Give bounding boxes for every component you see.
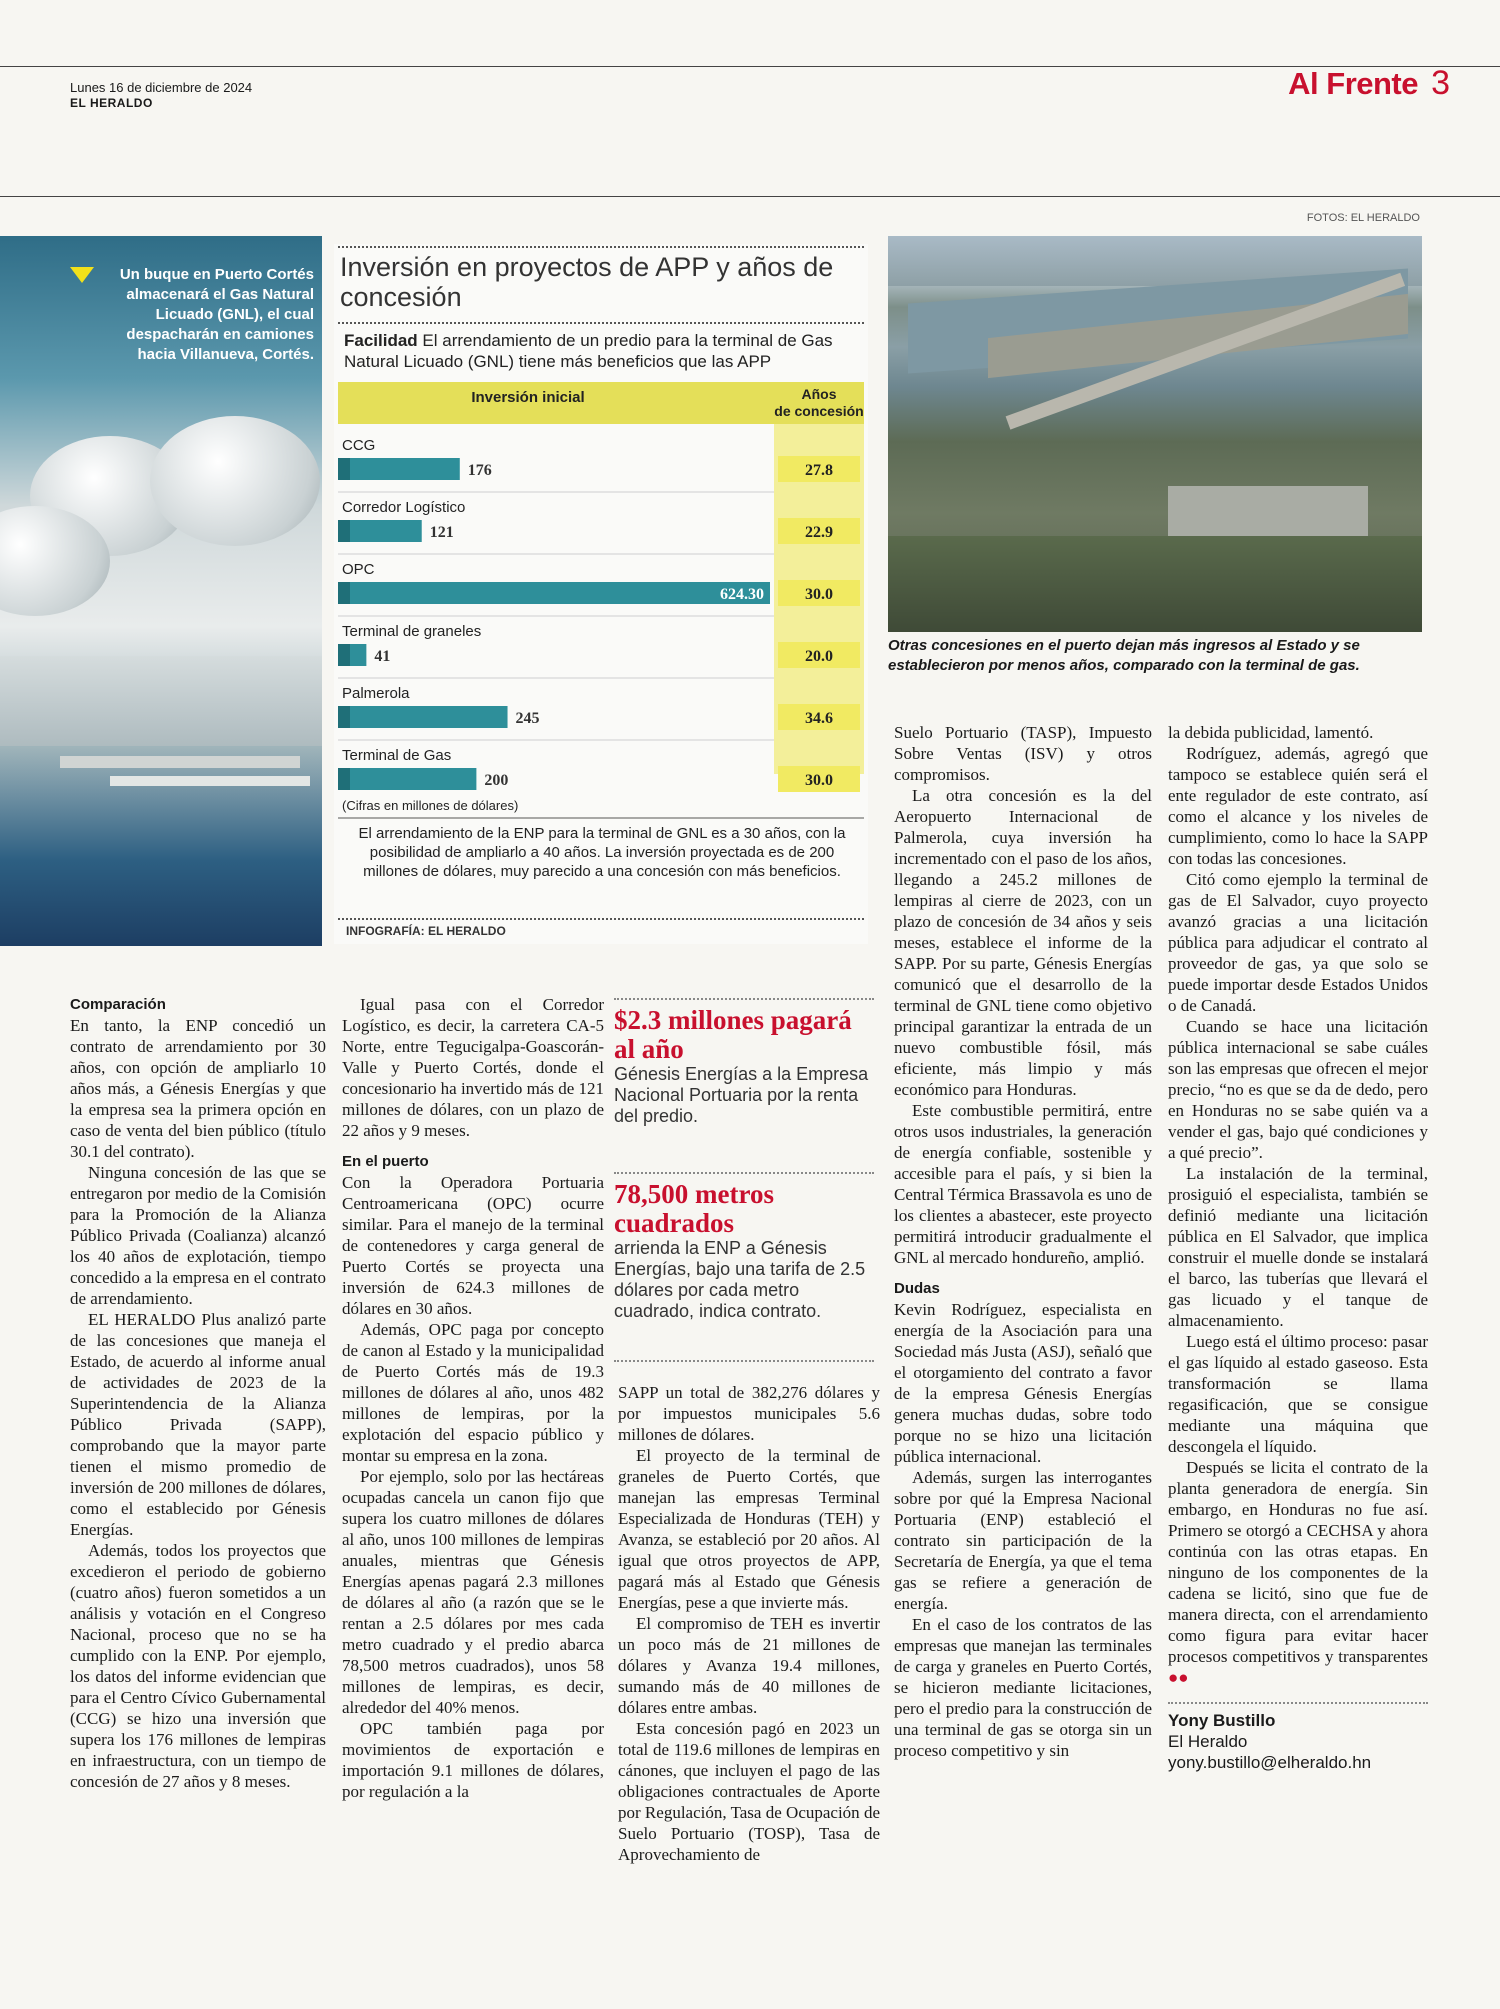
pullquote-annual-payment xyxy=(614,998,874,1127)
paragraph xyxy=(1168,1457,1428,1688)
header-rule xyxy=(0,196,1500,197)
years-value-label: 34.6 xyxy=(805,710,833,727)
infographic-title: Inversión en proyectos de APP y años de concesión xyxy=(340,252,834,312)
subtitle-lead: Facilidad xyxy=(344,331,418,350)
investment-bar-cap xyxy=(338,706,350,728)
investment-value-label: 245 xyxy=(515,710,540,727)
author-name: Yony Bustillo xyxy=(1168,1702,1428,1731)
left-photo-caption: Un buque en Puerto Cortés almacenará el Gas Natural Licuado (GNL), el cual despacharán en camiones hacia Villanueva, Cortés. xyxy=(119,266,314,363)
paragraph: Este combustible permitirá, entre otros usos industriales, la generación de energía confiable, sostenible y accesible para el país, y si bien la Central Térmica Brassavola es uno de los clientes a abastecer, este proyecto permitirá introducir gradualmente el GNL al mercado hondureño, amplió. xyxy=(894,1101,1152,1267)
investment-bar xyxy=(338,458,460,480)
unit-note: (Cifras en millones de dólares) xyxy=(342,798,519,813)
years-value-label: 30.0 xyxy=(805,772,833,789)
category-label: Terminal de graneles xyxy=(342,623,482,640)
category-label: Corredor Logístico xyxy=(342,499,466,516)
paragraph: Kevin Rodríguez, especialista en energía de la Asociación para una Sociedad más Justa (ASJ), señaló que el otorgamiento del contrato a favor de la empresa Génesis Energías genera muchas dudas, sobre todo porque no se hizo una licitación pública internacional. xyxy=(894,1300,1152,1466)
paragraph: la debida publicidad, lamentó. xyxy=(1168,723,1374,742)
paragraph: En el caso de los contratos de las empresas que manejan las terminales de carga y graneles en Puerto Cortés, se hicieron mediante licitaciones, pero el predio para la construcción de una terminal de gas se otorga sin un proceso competitivo y sin xyxy=(894,1615,1152,1760)
pullquote-figure: $2.3 millones pagará al año xyxy=(614,1005,852,1064)
pullquote-bottom-border xyxy=(614,1360,874,1362)
author-outlet: El Heraldo xyxy=(1168,1732,1248,1751)
author-email[interactable]: yony.bustillo@elheraldo.hn xyxy=(1168,1753,1372,1772)
paragraph: EL HERALDO Plus analizó parte de las concesiones que maneja el Estado, de acuerdo al informe anual de actividades de 2023 de la Superintendencia de la Alianza Público Privada (SAPP), comprobando que la mayor parte tienen el mismo promedio de inversión de 200 millones de dólares, como el establecido por Génesis Energías. xyxy=(70,1310,326,1539)
paragraph: Suelo Portuario (TASP), Impuesto Sobre Ventas (ISV) y otros compromisos. xyxy=(894,723,1152,784)
pullquote-text: Génesis Energías a la Empresa Nacional Portuaria por la renta del predio. xyxy=(614,1064,869,1126)
paragraph: Además, surgen las interrogantes sobre por qué la Empresa Nacional Portuaria (ENP) estableció el contrato sin participación de la Secretaría de Energía, ya que el tema gas se refiere a generación de energía. xyxy=(894,1468,1152,1613)
investment-bar-cap xyxy=(338,644,350,666)
investment-bar xyxy=(338,520,422,542)
infographic-subtitle xyxy=(344,330,864,372)
paragraph: Además, OPC paga por concepto de canon al Estado y la municipalidad de Puerto Cortés más de 19.3 millones de dólares al año, unos 482 millones de lempiras, por la explotación del espacio público y montar su empresa en la zona. xyxy=(342,1320,604,1465)
paragraph: OPC también paga por movimientos de exportación e importación 9.1 millones de dólares, por regulación a la xyxy=(342,1719,604,1801)
investment-value-label: 624.30 xyxy=(720,586,764,603)
end-mark-icon: ●● xyxy=(1168,1668,1189,1687)
port-aerial-photo xyxy=(888,236,1422,632)
years-value-label: 30.0 xyxy=(805,586,833,603)
pullquote-square-meters xyxy=(614,1172,874,1322)
infographic-bottom-border xyxy=(338,918,864,920)
category-label: CCG xyxy=(342,437,376,454)
subtitle-text: El arrendamiento de un predio para la terminal de Gas Natural Licuado (GNL) tiene más beneficios que las APP xyxy=(344,331,833,371)
right-photo-caption: Otras concesiones en el puerto dejan más ingresos al Estado y se establecieron por menos años, comparado con la terminal de gas. xyxy=(888,637,1360,674)
paragraph: Con la Operadora Portuaria Centroamericana (OPC) ocurre similar. Para el manejo de la terminal de contenedores y carga general de Puerto Cortés se proyecta una inversión de 624.3 millones de dólares en 30 años. xyxy=(342,1173,604,1318)
investment-years-chart xyxy=(338,382,864,813)
paragraph: Igual pasa con el Corredor Logístico, es decir, la carretera CA-5 Norte, entre Tegucigalpa-Goascorán-Valle y Puerto Cortés, donde el concesionario ha invertido más de 121 millones de dólares, con un plazo de 22 años y 9 meses. xyxy=(342,995,605,1140)
page-number: 3 xyxy=(1431,64,1450,102)
paragraph: Cuando se hace una licitación pública internacional se sabe cuáles son las empresas que ofrecen el mejor precio, “no es que se da de dedo, pero en Honduras no se sabe quién va a vender el gas, bajo qué condiciones y a qué precio”. xyxy=(1168,1017,1428,1162)
paragraph: En tanto, la ENP concedió un contrato de arrendamiento por 30 años, con opción de ampliarlo 10 años más, a Génesis Energías y que la empresa sea la primera opción en caso de venta del bien público (título 30.1 del contrato). xyxy=(70,1016,326,1161)
pullquote-text: arrienda la ENP a Génesis Energías, bajo una tarifa de 2.5 dólares por cada metro cuadrado, indica contrato. xyxy=(614,1238,866,1321)
category-label: Terminal de Gas xyxy=(342,747,452,764)
paragraph: El proyecto de la terminal de graneles de Puerto Cortés, que manejan las empresas Terminal Especializada de Honduras (TEH) y Avanza, se estableció por 20 años. Al igual que otros proyectos de APP, pagará más al Estado que Génesis Energías, pese a que invierte más. xyxy=(618,1446,880,1612)
investment-value-label: 41 xyxy=(374,648,391,665)
issue-date: Lunes 16 de diciembre de 2024 xyxy=(70,80,253,95)
investment-bar xyxy=(338,706,508,728)
years-header: Años de concesión xyxy=(774,386,864,419)
article-column-2 xyxy=(342,994,604,1802)
investment-value-label: 176 xyxy=(467,462,492,479)
category-label: Palmerola xyxy=(342,685,410,702)
paragraph: La otra concesión es la del Aeropuerto Internacional de Palmerola, cuya inversión ha incrementado con el paso de los años, llegando a 245.2 millones de lempiras al cierre de 2023, con un plazo de concesión de 34 años y seis meses, establece el informe de la SAPP. Por su parte, Génesis Energías comunicó que el desarrollo de la terminal de GNL tiene como objetivo principal garantizar la entrada de un nuevo combustible fósil, más eficiente, más limpio y más económico para Honduras. xyxy=(894,786,1152,1099)
article-column-1 xyxy=(70,994,326,1792)
investment-bar-cap xyxy=(338,768,350,790)
investment-bar xyxy=(338,582,770,604)
section-heading-comparacion: Comparación xyxy=(70,996,166,1013)
paragraph: Por ejemplo, solo por las hectáreas ocupadas cancela un canon fijo que supera los cuatro millones de dólares al año, unos 100 millones de lempiras anuales, mientras que Génesis Energías apenas pagará 2.3 millones de dólares al año (a razón que se le rentan a 2.5 dólares por mes cada metro cuadrado y el predio abarca 78,500 metros cuadrados), unos 58 millones de lempiras, es decir, alrededor del 40% menos. xyxy=(342,1467,604,1717)
years-value-label: 27.8 xyxy=(805,462,833,479)
investment-value-label: 121 xyxy=(429,524,454,541)
investment-bar xyxy=(338,768,476,790)
years-value-label: 22.9 xyxy=(805,524,833,541)
paper-name: EL HERALDO xyxy=(70,96,153,110)
paragraph: SAPP un total de 382,276 dólares y por impuestos municipales 5.6 millones de dólares. xyxy=(618,1383,880,1444)
paragraph: Citó como ejemplo la terminal de gas de El Salvador, cuyo proyecto avanzó gracias a una licitación pública para adjudicar el contrato al proveedor de gas, ya que solo se puede importar desde Estados Unidos o de Canadá. xyxy=(1168,870,1428,1015)
investment-bar-cap xyxy=(338,520,350,542)
photo-credit: FOTOS: EL HERALDO xyxy=(1306,212,1420,224)
section-heading-dudas: Dudas xyxy=(894,1280,940,1297)
infographic-divider xyxy=(338,322,864,324)
top-rule xyxy=(0,66,1500,67)
paragraph: Ninguna concesión de las que se entregaron por medio de la Comisión para la Promoción de la Alianza Público Privada (Coalianza) alcanzó los 40 años de explotación, tiempo concedido a la empresa en el contrato de arrendamiento. xyxy=(70,1163,326,1308)
paragraph: Esta concesión pagó en 2023 un total de 119.6 millones de lempiras en cánones, que incluyen el pago de las obligaciones contractuales de Aporte por Regulación, Tasa de Ocupación de Suelo Portuario (TOSP), Tasa de Aprovechamiento de xyxy=(618,1719,880,1864)
years-value-label: 20.0 xyxy=(805,648,833,665)
caption-arrow-icon xyxy=(70,267,94,283)
paragraph: Además, todos los proyectos que excedieron el periodo de gobierno (cuatro años) fueron sometidos a un análisis y votación en el Congreso Nacional, proceso que no se ha cumplido con la ENP. Por ejemplo, los datos del informe evidencian que para el Centro Cívico Gubernamental (CCG) se hizo una inversión que supera los 176 millones de lempiras en infraestructura, con un tiempo de concesión de 27 años y 8 meses. xyxy=(70,1541,326,1791)
section-title: Al Frente xyxy=(1288,66,1418,101)
article-column-4 xyxy=(894,722,1152,1761)
paragraph: Luego está el último proceso: pasar el gas líquido al estado gaseoso. Esta transformación se llama regasificación, que se consigue mediante una máquina que descongela el líquido. xyxy=(1168,1332,1428,1456)
investment-value-label: 200 xyxy=(484,772,509,789)
article-column-3 xyxy=(618,1382,880,1865)
investment-bar-cap xyxy=(338,582,350,604)
investment-header: Inversión inicial xyxy=(471,389,585,406)
investment-bar-cap xyxy=(338,458,350,480)
article-column-5 xyxy=(1168,722,1428,1773)
infographic-credit: INFOGRAFÍA: EL HERALDO xyxy=(346,924,506,938)
paragraph-text: Después se licita el contrato de la planta generadora de energía. Sin embargo, en Honduras no fue así. Primero se otorgó a CECHSA y ahora continúa con las otras etapas. En ninguno de los componentes de la cadena se licitó, sino que fue de manera directa, con el arrendamiento como figura para evitar hacer procesos competitivos y transparentes xyxy=(1168,1458,1428,1666)
infographic-top-border xyxy=(338,246,864,248)
pullquote-figure: 78,500 metros cuadrados xyxy=(614,1179,774,1238)
category-label: OPC xyxy=(342,561,375,578)
infographic-note: El arrendamiento de la ENP para la terminal de GNL es a 30 años, con la posibilidad de ampliarlo a 40 años. La inversión proyectada es de 200 millones de dólares, muy parecido a una concesión con más beneficios. xyxy=(358,825,846,880)
section-heading-en-el-puerto: En el puerto xyxy=(342,1153,429,1170)
paragraph: La instalación de la terminal, prosiguió el especialista, también se definió mediante una licitación pública en El Salvador, que implica construir el muelle donde se instalará el barco, las tuberías que llevará el gas licuado y el tanque de almacenamiento. xyxy=(1168,1164,1428,1330)
paragraph: Rodríguez, además, agregó que tampoco se establece quién será el ente regulador de este contrato, así como el alcance y los niveles de cumplimiento, como lo hace la SAPP con todas las concesiones. xyxy=(1168,744,1428,868)
paragraph: El compromiso de TEH es invertir un poco más de 21 millones de dólares y Avanza 19.4 millones, sumando más de 40 millones de dólares entre ambas. xyxy=(618,1614,880,1717)
